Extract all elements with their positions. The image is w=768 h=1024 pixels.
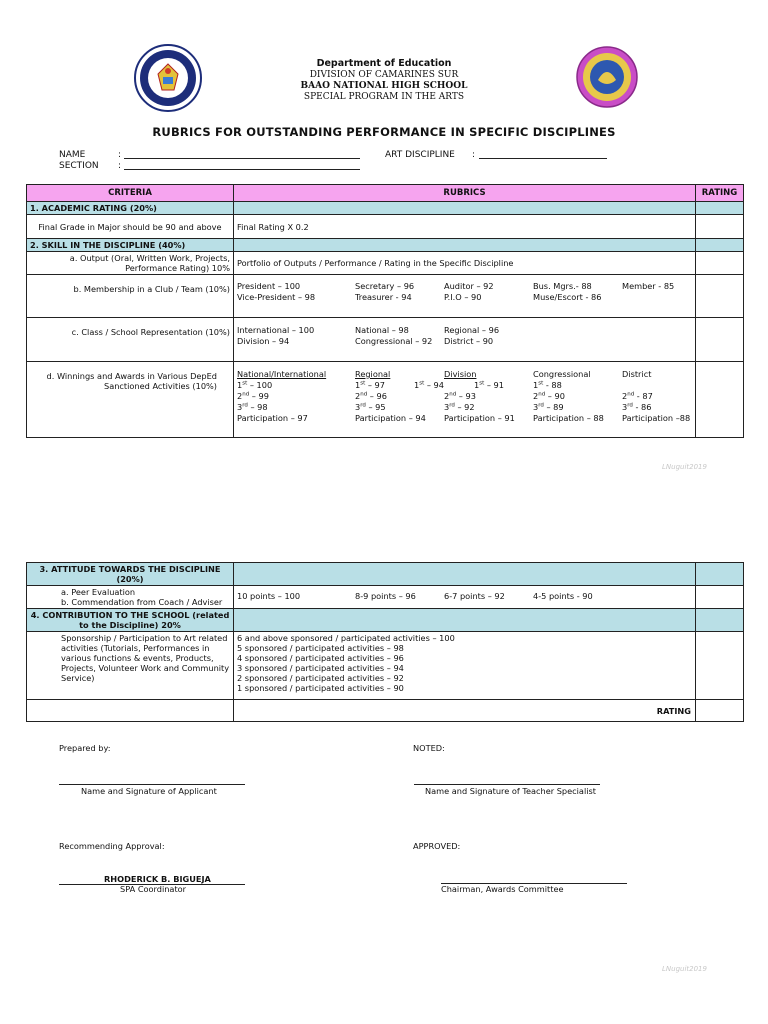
applicant-caption: Name and Signature of Applicant bbox=[81, 786, 217, 796]
chairman-caption: Chairman, Awards Committee bbox=[441, 884, 564, 894]
membership-item: Member - 85 bbox=[622, 281, 675, 291]
representation-rating-cell[interactable] bbox=[696, 318, 744, 362]
representation-criteria: c. Class / School Representation (10%) bbox=[27, 318, 234, 362]
representation-item: International – 100 bbox=[237, 325, 315, 335]
representation-item: National – 98 bbox=[355, 325, 409, 335]
contribution-rating-cell[interactable] bbox=[696, 632, 744, 700]
membership-item: Vice-President – 98 bbox=[237, 292, 316, 302]
contribution-criteria: Sponsorship / Participation to Art related activities (Tutorials, Performances in various functions & events, Products, Projects, Volunteer Work and Community Service) bbox=[27, 632, 234, 700]
name-field-line[interactable] bbox=[124, 158, 360, 159]
total-rating-cell[interactable] bbox=[696, 700, 744, 722]
header-criteria: CRITERIA bbox=[27, 185, 234, 202]
division-name: DIVISION OF CAMARINES SUR bbox=[309, 70, 459, 80]
section-3-title: 3. ATTITUDE TOWARDS THE DISCIPLINE (20%) bbox=[27, 563, 234, 586]
awards-division-item: 2nd – 93 bbox=[444, 391, 476, 401]
teacher-signature-line[interactable] bbox=[414, 784, 600, 785]
awards-division-extra: 1st – 91 bbox=[474, 380, 504, 390]
awards-district-item: 3rd - 86 bbox=[622, 402, 652, 412]
approved-label: APPROVED: bbox=[413, 841, 461, 851]
awards-congressional-item: Participation – 88 bbox=[533, 413, 604, 423]
representation-item: Division – 94 bbox=[237, 336, 290, 346]
awards-regional-item: 1st – 97 bbox=[355, 380, 385, 390]
contribution-rubric-cell bbox=[234, 632, 696, 700]
awards-regional-item: 3rd – 95 bbox=[355, 402, 386, 412]
noted-label: NOTED: bbox=[413, 743, 445, 753]
membership-rating-cell[interactable] bbox=[696, 275, 744, 318]
membership-item: Muse/Escort - 86 bbox=[533, 292, 602, 302]
art-discipline-field-line[interactable] bbox=[479, 158, 607, 159]
awards-division-item: 3rd – 92 bbox=[444, 402, 475, 412]
recommending-label: Recommending Approval: bbox=[59, 841, 165, 851]
output-rubric: Portfolio of Outputs / Performance / Rating in the Specific Discipline bbox=[234, 252, 696, 275]
section-2-title: 2. SKILL IN THE DISCIPLINE (40%) bbox=[27, 239, 234, 252]
section-field-line[interactable] bbox=[124, 169, 360, 170]
program-name: SPECIAL PROGRAM IN THE ARTS bbox=[303, 92, 465, 102]
name-label: NAME bbox=[59, 150, 86, 160]
awards-division-item: Participation – 91 bbox=[444, 413, 515, 423]
section-4-title: 4. CONTRIBUTION TO THE SCHOOL (related to the Discipline) 20% bbox=[27, 609, 234, 632]
awards-head-congressional: Congressional bbox=[533, 369, 591, 379]
school-seal-left bbox=[134, 44, 202, 112]
representation-item: Regional – 96 bbox=[444, 325, 500, 335]
awards-head-national: National/International bbox=[237, 369, 327, 379]
academic-rating-cell[interactable] bbox=[696, 215, 744, 239]
section-label: SECTION bbox=[59, 161, 99, 171]
contribution-item: 6 and above sponsored / participated activities – 100 bbox=[237, 633, 455, 643]
awards-district-item: 2nd - 87 bbox=[622, 391, 653, 401]
prepared-by-label: Prepared by: bbox=[59, 743, 111, 753]
contribution-item: 5 sponsored / participated activities – 98 bbox=[237, 643, 404, 653]
awards-national-item: 2nd – 99 bbox=[237, 391, 269, 401]
awards-congressional-item: 2nd – 90 bbox=[533, 391, 565, 401]
contribution-item: 1 sponsored / participated activities – 90 bbox=[237, 683, 404, 693]
spa-seal-right bbox=[576, 46, 638, 108]
header-rubrics: RUBRICS bbox=[234, 185, 696, 202]
contribution-item: 3 sponsored / participated activities – 94 bbox=[237, 663, 404, 673]
awards-congressional-item: 3rd – 89 bbox=[533, 402, 564, 412]
coordinator-title: SPA Coordinator bbox=[120, 884, 187, 894]
awards-division-item: 1st – 94 bbox=[414, 380, 444, 390]
applicant-signature-line[interactable] bbox=[59, 784, 245, 785]
section-1-title: 1. ACADEMIC RATING (20%) bbox=[27, 202, 234, 215]
dept-name: Department of Education bbox=[316, 58, 452, 69]
art-discipline-label: ART DISCIPLINE bbox=[385, 150, 455, 160]
attitude-rating-cell[interactable] bbox=[696, 586, 744, 609]
points-item: 10 points – 100 bbox=[237, 591, 301, 601]
awards-national-item: Participation – 97 bbox=[237, 413, 308, 423]
awards-regional-item: 2nd – 96 bbox=[355, 391, 387, 401]
points-item: 4-5 points - 90 bbox=[533, 591, 593, 601]
awards-regional-item: Participation – 94 bbox=[355, 413, 426, 423]
section-colon: : bbox=[118, 161, 122, 171]
membership-item: Treasurer - 94 bbox=[355, 292, 412, 302]
contribution-item: 2 sponsored / participated activities – 92 bbox=[237, 673, 404, 683]
membership-item: Auditor – 92 bbox=[444, 281, 494, 291]
awards-rating-cell[interactable] bbox=[696, 362, 744, 438]
watermark-bottom: LNuguit2019 bbox=[662, 965, 707, 973]
points-item: 6-7 points – 92 bbox=[444, 591, 505, 601]
name-colon: : bbox=[118, 150, 122, 160]
awards-head-district: District bbox=[622, 369, 652, 379]
representation-item: District – 90 bbox=[444, 336, 494, 346]
awards-national-item: 1st – 100 bbox=[237, 380, 273, 390]
representation-item: Congressional – 92 bbox=[355, 336, 433, 346]
awards-national-item: 3rd – 98 bbox=[237, 402, 268, 412]
awards-criteria: d. Winnings and Awards in Various DepEd Sanctioned Activities (10%) bbox=[27, 362, 234, 438]
awards-district-item: Participation –88 bbox=[622, 413, 691, 423]
membership-item: P.I.O – 90 bbox=[444, 292, 482, 302]
total-rating-label: RATING bbox=[234, 700, 696, 722]
membership-item: Bus. Mgrs.- 88 bbox=[533, 281, 592, 291]
teacher-caption: Name and Signature of Teacher Specialist bbox=[425, 786, 596, 796]
watermark: LNuguit2019 bbox=[662, 463, 707, 471]
header-rating: RATING bbox=[696, 185, 744, 202]
rubrics-table-2 bbox=[26, 562, 744, 722]
output-rating-cell[interactable] bbox=[696, 252, 744, 275]
school-name: BAAO NATIONAL HIGH SCHOOL bbox=[300, 81, 468, 91]
coordinator-name: RHODERICK B. BIGUEJA bbox=[104, 874, 211, 884]
page-title: RUBRICS FOR OUTSTANDING PERFORMANCE IN SPECIFIC DISCIPLINES bbox=[152, 125, 616, 139]
art-discipline-colon: : bbox=[472, 150, 476, 160]
awards-head-division: Division bbox=[444, 369, 477, 379]
awards-head-regional: Regional bbox=[355, 369, 391, 379]
membership-criteria: b. Membership in a Club / Team (10%) bbox=[27, 275, 234, 318]
output-criteria: a. Output (Oral, Written Work, Projects, Performance Rating) 10% bbox=[27, 252, 234, 275]
contribution-item: 4 sponsored / participated activities – 96 bbox=[237, 653, 404, 663]
membership-item: Secretary – 96 bbox=[355, 281, 415, 291]
commendation-label: b. Commendation from Coach / Adviser bbox=[61, 597, 223, 607]
peer-evaluation-label: a. Peer Evaluation bbox=[61, 587, 136, 597]
academic-criteria: Final Grade in Major should be 90 and above bbox=[27, 215, 234, 239]
attitude-criteria bbox=[27, 586, 234, 609]
academic-rubric: Final Rating X 0.2 bbox=[234, 215, 696, 239]
points-item: 8-9 points – 96 bbox=[355, 591, 416, 601]
membership-item: President – 100 bbox=[237, 281, 301, 291]
awards-congressional-item: 1st - 88 bbox=[533, 380, 562, 390]
